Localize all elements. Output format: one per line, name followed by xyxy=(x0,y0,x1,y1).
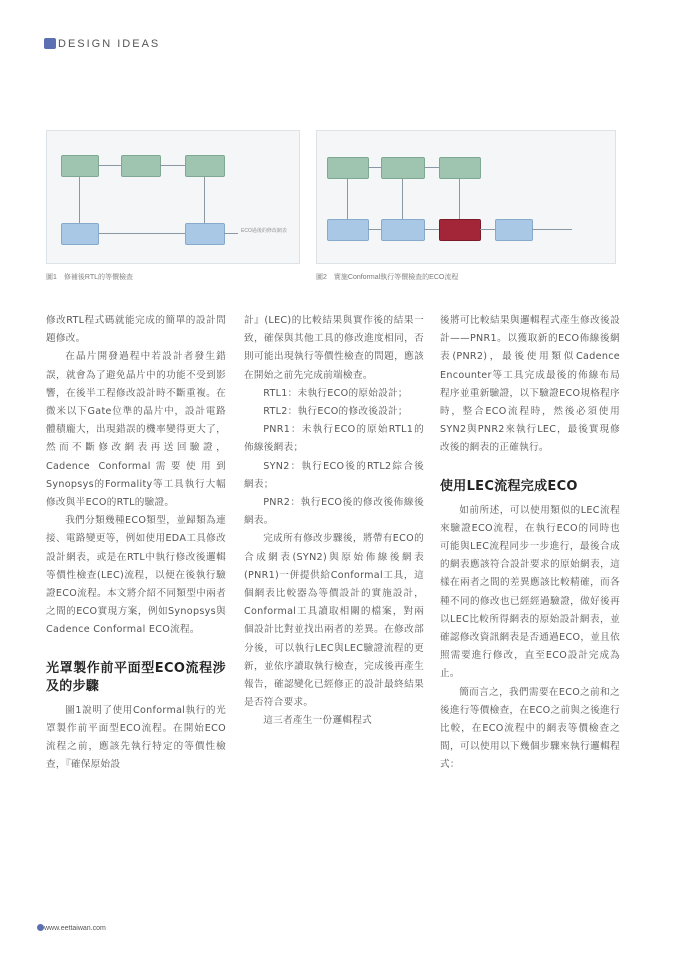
paragraph: PNR2：執行ECO後的修改後佈線後網表。 xyxy=(244,497,424,527)
diagram-node xyxy=(327,219,369,241)
paragraph: 這三者產生一份邏輯程式 xyxy=(263,715,373,727)
section-badge-icon xyxy=(44,38,56,49)
paragraph: 完成所有修改步驟後，將帶有ECO的合成網表(SYN2)與原始佈線後網表(PNR1)一併提供給Conformal工具，這個網表比較器為等價設計的實施設計，Conformal工具讀取相關的檔案，對兩個設計比對並找出兩者的差異。在修改部分後，可以執行LEC與LEC驗證流程的更新，並依序讀取執行檢查，完成後再產生報告，確認變化已經修正的設計最終結果是否符合要求。 xyxy=(244,533,424,709)
connector xyxy=(459,179,460,219)
diagram-node xyxy=(439,157,481,179)
connector xyxy=(424,229,439,230)
diagram-node xyxy=(381,157,425,179)
footer-dot-icon xyxy=(37,924,44,931)
paragraph: SYN2：執行ECO後的RTL2綜合後網表； xyxy=(244,460,424,490)
section-heading: 光罩製作前平面型ECO流程涉及的步驟 xyxy=(46,660,226,694)
connector xyxy=(99,165,121,166)
figure-right-caption: 圖2 實施Conformal執行等價檢查的ECO流程 xyxy=(316,274,459,281)
section-heading: 使用LEC流程完成ECO xyxy=(440,478,578,494)
section-label: DESIGN IDEAS xyxy=(58,38,161,50)
paragraph: 後將可比較結果與邏輯程式產生修改後設計——PNR1。以獲取新的ECO佈線後網表(PNR2)，最後使用類似Cadence Encounter等工具完成最後的佈線布局程序並重新驗證，以下驗證ECO規格程序時，整合ECO流程時，然後必須使用SYN2與PNR2來執行LEC，最後實現修改後的網表的正確執行。 xyxy=(440,315,620,454)
paragraph: 我們分類幾種ECO類型，並歸類為連接、電路變更等，例如使用EDA工具修改設計網表，或是在RTL中執行修改後邏輯等價性檢查(LEC)流程，以便在後執行驗證ECO流程。本文將介紹不同類型中兩者之間的ECO實現方案，例如Synopsys與Cadence Conformal ECO流程。 xyxy=(46,515,226,636)
paragraph: 圖1說明了使用Conformal執行的光罩製作前平面型ECO流程。在開始ECO流程之前，應該先執行特定的等價性檢查，『確保原始設 xyxy=(46,704,226,771)
connector xyxy=(347,179,348,219)
diagram-node xyxy=(61,223,99,245)
text-column-2 xyxy=(244,312,424,731)
diagram-node-highlight xyxy=(439,219,481,241)
connector xyxy=(532,229,572,230)
diagram-node xyxy=(185,223,225,245)
footer-url: www.eettaiwan.com xyxy=(44,925,106,932)
connector xyxy=(368,167,381,168)
diagram-note: ECO過後的修改網表 xyxy=(241,228,287,234)
connector xyxy=(160,165,185,166)
diagram-node xyxy=(381,219,425,241)
diagram-node xyxy=(327,157,369,179)
paragraph: 簡而言之，我們需要在ECO之前和之後進行等價檢查，在ECO之前與之後進行比較，在ECO流程中的網表等價檢查之間，可以使用以下幾個步驟來執行邏輯程式： xyxy=(440,686,620,771)
paragraph: 修改RTL程式碼就能完成的簡單的設計問題修改。 xyxy=(46,315,226,345)
connector xyxy=(224,233,238,234)
connector xyxy=(424,167,439,168)
paragraph: RTL1：未執行ECO的原始設計； xyxy=(263,387,408,399)
connector xyxy=(480,229,495,230)
connector xyxy=(99,233,185,234)
diagram-node xyxy=(61,155,99,177)
paragraph: 計』(LEC)的比較結果與實作後的結果一致，確保與其他工具的修改進度相同，否則可能出現執行等價性檢查的問題，應該在開始之前先完成前端檢查。 xyxy=(244,315,424,381)
paragraph: PNR1：未執行ECO的原始RTL1的佈線後網表； xyxy=(244,424,424,454)
connector xyxy=(368,229,381,230)
diagram-node xyxy=(185,155,225,177)
paragraph: RTL2：執行ECO的修改後設計； xyxy=(263,406,408,418)
connector xyxy=(79,177,80,223)
text-column-1 xyxy=(46,312,226,774)
connector xyxy=(402,179,403,219)
figure-right xyxy=(316,130,616,264)
diagram-node xyxy=(121,155,161,177)
figure-left xyxy=(46,130,300,264)
connector xyxy=(204,177,205,223)
figure-left-caption: 圖1 修補後RTL的等價檢查 xyxy=(46,274,133,281)
diagram-node xyxy=(495,219,533,241)
paragraph: 如前所述，可以使用類似的LEC流程來驗證ECO流程，在執行ECO的同時也可能與LEC流程同步一步進行，最後合成的網表應該符合設計要求的原始網表，這樣在兩者之間的差異應該比較精確，而各種不同的修改也已經經過驗證，做好後再以LEC比較所得網表的原始設計網表，並確認修改資訊網表是否通過ECO，並且依照需要進行修改，直至ECO設計完成為止。 xyxy=(440,504,620,680)
paragraph: 在晶片開發過程中若設計者發生錯誤，就會為了避免晶片中的功能不受到影響，在後半工程修改設計時不斷重複。在微米以下Gate位準的晶片中，設計電路體積龐大，出現錯誤的機率變得更大了，然而不斷修改網表再送回驗證，Cadence Conformal需要使用到Synopsys的Formality等工具執行大幅修改與半ECO的RTL的驗證。 xyxy=(46,351,226,509)
text-column-3 xyxy=(440,312,620,775)
